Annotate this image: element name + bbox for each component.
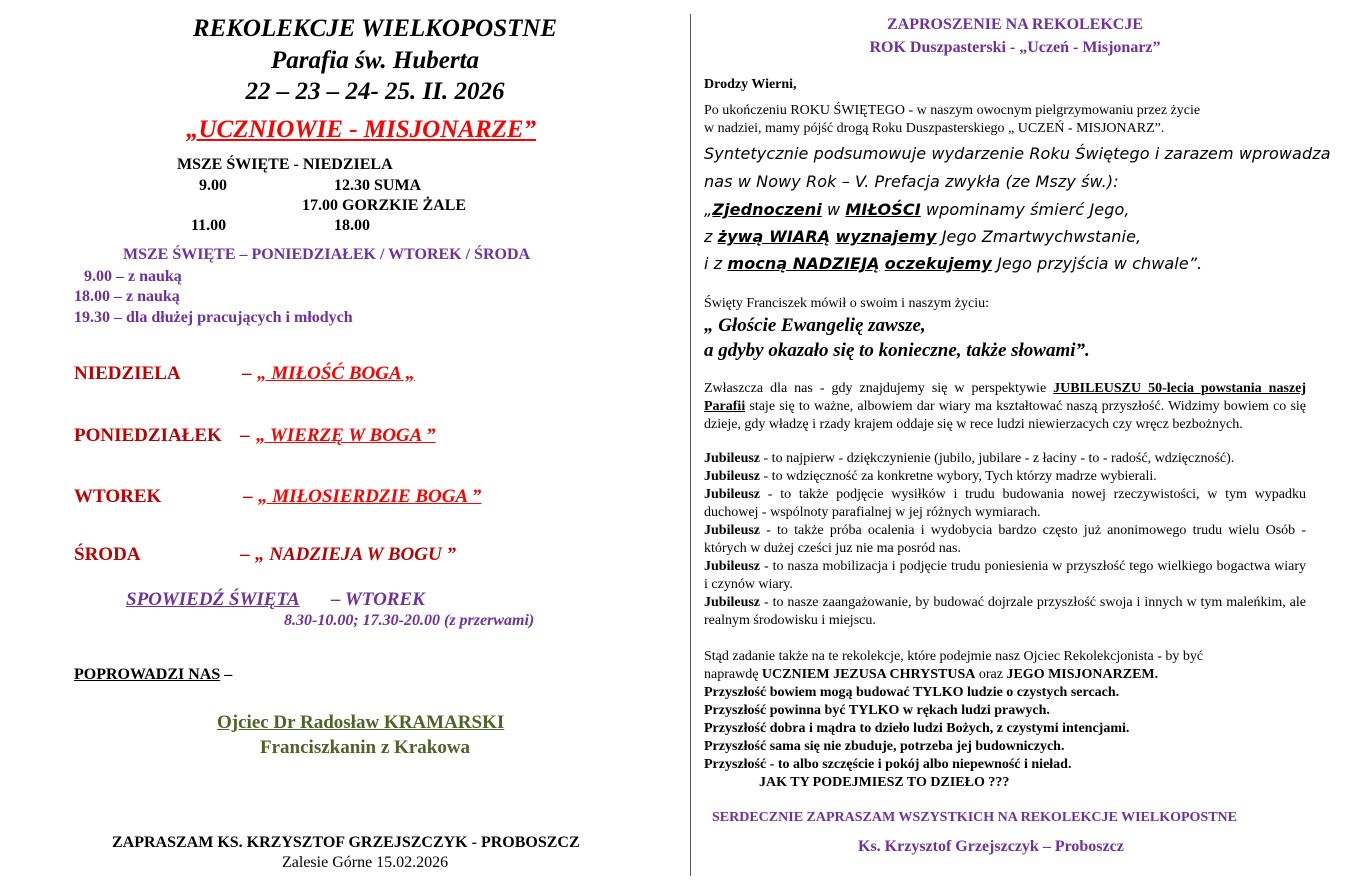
- closing-invitation: SERDECZNIE ZAPRASZAM WSZYSTKICH NA REKOLEKCJE WIELKOPOSTNE: [712, 810, 1237, 825]
- preface-part: w: [821, 200, 846, 219]
- title-dates: 22 – 23 – 24- 25. II. 2026: [245, 78, 505, 105]
- preface-emphasis: Zjednoczeni: [712, 200, 822, 219]
- preface-emphasis: żywą WIARĄ: [717, 227, 831, 246]
- jubilee-intro-part: staje się to ważne, albowiem dar wiary ma kształtować naszą przyszłość. Widzimy bowiem co się dzieje, gdy władzę i rzady krajem oddaje się w rece ludzi niewierzacych czy wręcz bezbożnych.: [704, 399, 1306, 432]
- day-label: PONIEDZIAŁEK: [74, 425, 222, 446]
- jubilee-item: [704, 468, 1306, 486]
- future-line: Przyszłość powinna być TYLKO w rękach ludzi prawych.: [704, 703, 1050, 718]
- jubilee-highlight: JUBILEUSZU 50-lecia powstania naszej Parafii: [704, 381, 1306, 414]
- jubilee-item: [704, 558, 1306, 594]
- led-by-label-text: POPROWADZI NAS: [74, 666, 221, 683]
- invitation: ZAPRASZAM KS. KRZYSZTOF GRZEJSZCZYK - PROBOSZCZ: [112, 834, 580, 851]
- sunday-mass-time: 18.00: [334, 217, 370, 234]
- weekday-mass-item: 9.00 – z nauką: [84, 268, 182, 285]
- jubilee-word: Jubileusz: [704, 469, 761, 484]
- right-subheading: ROK Duszpasterski - „Uczeń - Misjonarz”: [869, 39, 1161, 56]
- jubilee-text: - to najpierw - dziękczynienie (jubilo, jubilare - z łaciny - to - radość, wdzięczność).: [760, 451, 1235, 466]
- title-line2: Parafia św. Huberta: [270, 47, 480, 74]
- column-divider: [690, 14, 691, 876]
- task-part: oraz: [975, 667, 1007, 682]
- day-theme-text: „ MIŁOSIERDZIE BOGA ”: [258, 486, 482, 507]
- confession-label-text: SPOWIEDŹ ŚWIĘTA: [126, 589, 300, 610]
- preface-emphasis: MIŁOŚCI: [845, 200, 921, 219]
- preface-part: Jego przyjścia w chwale”.: [991, 254, 1203, 273]
- quote-line: a gdyby okazało się to konieczne, także słowami”.: [704, 340, 1090, 361]
- day-theme: [258, 486, 481, 508]
- weekday-masses-heading: MSZE ŚWIĘTE – PONIEDZIAŁEK / WTOREK / ŚRODA: [123, 246, 531, 263]
- handwritten-line: Syntetycznie podsumowuje wydarzenie Roku Świętego i zarazem wprowadza: [704, 144, 1331, 163]
- jubilee-intro-part: Zwłaszcza dla nas - gdy znajdujemy się w perspektywie: [704, 381, 1054, 396]
- day-theme: „ NADZIEJA W BOGU ”: [255, 544, 456, 565]
- sunday-masses-heading: MSZE ŚWIĘTE - NIEDZIELA: [177, 156, 393, 173]
- leader-desc: Franciszkanin z Krakowa: [260, 737, 471, 758]
- day-dash: –: [240, 425, 250, 446]
- day-dash: –: [242, 363, 252, 384]
- title-line1: REKOLEKCJE WIELKOPOSTNE: [192, 15, 558, 42]
- signature: Ks. Krzysztof Grzejszczyk – Proboszcz: [858, 838, 1124, 855]
- jubilee-text: - to także próba ocalenia i wydobycia bardzo często już anonimowego trudu wielu Osób - których w dużej cześci juz nie ma posród nas.: [704, 523, 1306, 556]
- day-dash: –: [240, 544, 250, 565]
- weekday-mass-item: 18.00 – z nauką: [74, 288, 180, 305]
- day-theme: [257, 363, 415, 385]
- day-dash: –: [243, 486, 253, 507]
- confession-day: – WTOREK: [331, 589, 425, 610]
- jubilee-text: - to nasza mobilizacja i podjęcie trudu poniesienia w przyszłość tego wielkiego bogactwa wiary i czynów wiary.: [704, 559, 1306, 592]
- francis-line: Święty Franciszek mówił o swoim i naszym życiu:: [704, 296, 990, 311]
- preface-line: [704, 200, 1130, 219]
- intro-line: w nadziei, mamy pójść drogą Roku Duszpasterskiego „ UCZEŃ - MISJONARZ”.: [704, 121, 1165, 136]
- preface-emphasis: wyznajemy: [835, 227, 937, 246]
- day-label: WTOREK: [74, 486, 162, 507]
- right-heading: ZAPROSZENIE NA REKOLEKCJE: [886, 16, 1144, 33]
- jubilee-word: Jubileusz: [704, 451, 761, 466]
- sunday-mass-time: 9.00: [199, 177, 227, 194]
- day-theme: [256, 425, 436, 447]
- sunday-mass-time: 11.00: [191, 217, 227, 234]
- handwritten-line: nas w Nowy Rok – V. Prefacja zwykła (ze Mszy św.):: [704, 172, 1119, 191]
- preface-part: „: [704, 200, 713, 219]
- jubilee-word: Jubileusz: [704, 487, 761, 502]
- day-theme-text: „ WIERZĘ W BOGA ”: [256, 425, 436, 446]
- preface-emphasis: mocną NADZIEJĄ: [727, 254, 880, 273]
- closing-question: JAK TY PODEJMIESZ TO DZIEŁO ???: [759, 775, 1010, 790]
- task-emphasis: UCZNIEM JEZUSA CHRYSTUSA: [761, 667, 976, 682]
- future-line: Przyszłość dobra i mądra to dzieło ludzi Bożych, z czystymi intencjami.: [704, 721, 1130, 736]
- jubilee-text: - to nasze zaangażowanie, by budować dojrzale przyszłość swoja i innych w tym maleńkim, ale realnym środowisku i miejscu.: [704, 595, 1306, 628]
- future-line: Przyszłość bowiem mogą budować TYLKO ludzie o czystych sercach.: [704, 685, 1120, 700]
- jubilee-text: - to także podjęcie wysiłków i trudu budowania nowej rzeczywistości, w tym wypadku duchowej - wspólnoty parafialnej w jej różnych wymiarach.: [704, 487, 1306, 520]
- jubilee-word: Jubileusz: [704, 559, 761, 574]
- leader-name: Ojciec Dr Radosław KRAMARSKI: [217, 712, 505, 733]
- preface-line: [704, 254, 1202, 273]
- future-line: Przyszłość sama się nie zbuduje, potrzeba jej budowniczych.: [704, 739, 1065, 754]
- confession-label: [126, 589, 300, 611]
- jubilee-word: Jubileusz: [704, 523, 761, 538]
- weekday-mass-item: 19.30 – dla dłużej pracujących i młodych: [74, 309, 353, 326]
- day-label: NIEDZIELA: [74, 363, 181, 384]
- place-date: Zalesie Górne 15.02.2026: [282, 854, 449, 871]
- preface-part: i z: [704, 254, 728, 273]
- day-label: ŚRODA: [74, 544, 141, 565]
- sunday-mass-time: 17.00 GORZKIE ŻALE: [302, 197, 467, 214]
- jubilee-item: [704, 522, 1306, 558]
- led-by-label: [74, 666, 232, 684]
- preface-line: [704, 227, 1141, 246]
- jubilee-item: [704, 486, 1306, 522]
- task-emphasis: JEGO MISJONARZEM.: [1006, 667, 1159, 682]
- sunday-mass-time: 12.30 SUMA: [334, 177, 422, 194]
- jubilee-item: [704, 594, 1306, 630]
- jubilee-text: - to wdzięczność za konkretne wybory, Tych którzy madrze wybierali.: [760, 469, 1157, 484]
- jubilee-intro: [704, 380, 1306, 434]
- jubilee-word: Jubileusz: [704, 595, 761, 610]
- greeting: Drodzy Wierni,: [704, 77, 797, 92]
- led-by-dash: –: [224, 666, 233, 683]
- intro-line: Po ukończeniu ROKU ŚWIĘTEGO - w naszym owocnym pielgrzymowaniu przez życie: [704, 103, 1201, 118]
- preface-part: wpominamy śmierć Jego,: [920, 200, 1130, 219]
- theme-text: „UCZNIOWIE - MISJONARZE”: [186, 116, 537, 143]
- task-line: Stąd zadanie także na te rekolekcje, które podejmie nasz Ojciec Rekolekcjonista - by być: [704, 649, 1204, 664]
- confession-hours: 8.30-10.00; 17.30-20.00 (z przerwami): [284, 612, 535, 629]
- future-line: Przyszłość - to albo szczęście i pokój albo niepewność i nieład.: [704, 757, 1072, 772]
- task-line: [704, 667, 1158, 683]
- jubilee-item: [704, 450, 1306, 468]
- theme-heading: [186, 116, 536, 144]
- quote-line: „ Głoście Ewangelię zawsze,: [704, 315, 926, 336]
- preface-part: Jego Zmartwychwstanie,: [936, 227, 1142, 246]
- task-part: naprawdę: [704, 667, 762, 682]
- day-theme-text: „ MIŁOŚĆ BOGA „: [257, 363, 415, 384]
- preface-emphasis: oczekujemy: [884, 254, 992, 273]
- preface-part: z: [704, 227, 718, 246]
